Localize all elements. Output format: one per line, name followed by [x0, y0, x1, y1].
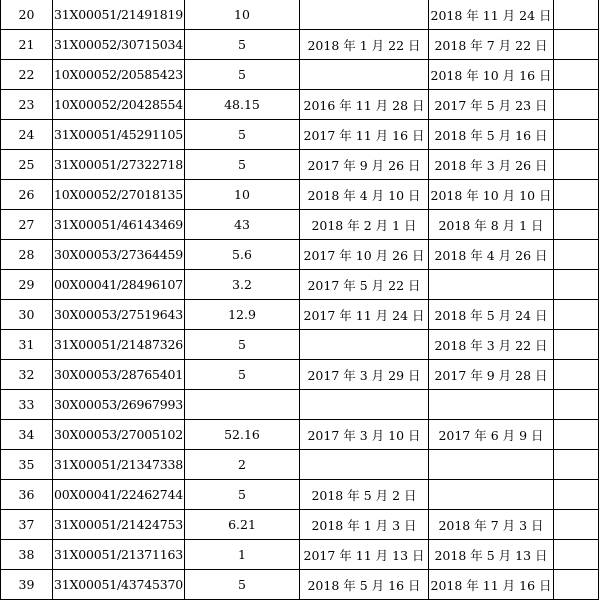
end-date-cell: 2017 年 6 月 9 日 — [429, 420, 554, 450]
table-row — [1, 150, 599, 180]
row-number-cell: 31 — [1, 330, 53, 360]
start-date-cell: 2017 年 9 月 26 日 — [300, 150, 429, 180]
table-row — [1, 0, 599, 30]
row-number-cell: 30 — [1, 300, 53, 330]
table-row — [1, 510, 599, 540]
row-number-cell: 33 — [1, 390, 53, 420]
amount-cell — [185, 390, 300, 420]
end-date-cell: 2018 年 10 月 10 日 — [429, 180, 554, 210]
end-date-cell: 2018 年 3 月 22 日 — [429, 330, 554, 360]
account-code-cell: 31X00051/21424753 — [53, 510, 185, 540]
start-date-cell: 2018 年 2 月 1 日 — [300, 210, 429, 240]
account-code-cell: 31X00051/27322718 — [53, 150, 185, 180]
end-date-cell — [429, 270, 554, 300]
account-code-cell: 00X00041/22462744 — [53, 480, 185, 510]
end-date-cell — [429, 390, 554, 420]
table-row — [1, 60, 599, 90]
row-number-cell: 29 — [1, 270, 53, 300]
row-number-cell: 35 — [1, 450, 53, 480]
start-date-cell: 2018 年 1 月 22 日 — [300, 30, 429, 60]
account-code-cell: 31X00051/21491819 — [53, 0, 185, 30]
end-date-cell — [429, 480, 554, 510]
table-row — [1, 330, 599, 360]
start-date-cell: 2017 年 5 月 22 日 — [300, 270, 429, 300]
table-row — [1, 210, 599, 240]
row-number-cell: 39 — [1, 570, 53, 600]
end-date-cell: 2018 年 7 月 3 日 — [429, 510, 554, 540]
blank-cell — [554, 330, 599, 360]
blank-cell — [554, 480, 599, 510]
blank-cell — [554, 240, 599, 270]
row-number-cell: 23 — [1, 90, 53, 120]
amount-cell: 10 — [185, 180, 300, 210]
start-date-cell — [300, 0, 429, 30]
start-date-cell — [300, 390, 429, 420]
account-code-cell: 30X00053/27519643 — [53, 300, 185, 330]
table-row — [1, 300, 599, 330]
start-date-cell: 2018 年 4 月 10 日 — [300, 180, 429, 210]
table-row — [1, 360, 599, 390]
end-date-cell: 2018 年 3 月 26 日 — [429, 150, 554, 180]
row-number-cell: 20 — [1, 0, 53, 30]
blank-cell — [554, 300, 599, 330]
account-code-cell: 31X00051/21347338 — [53, 450, 185, 480]
row-number-cell: 21 — [1, 30, 53, 60]
end-date-cell: 2017 年 9 月 28 日 — [429, 360, 554, 390]
amount-cell: 5.6 — [185, 240, 300, 270]
start-date-cell: 2017 年 3 月 29 日 — [300, 360, 429, 390]
account-code-cell: 31X00051/21487326 — [53, 330, 185, 360]
start-date-cell: 2018 年 5 月 16 日 — [300, 570, 429, 600]
end-date-cell: 2018 年 4 月 26 日 — [429, 240, 554, 270]
start-date-cell: 2018 年 1 月 3 日 — [300, 510, 429, 540]
table-row — [1, 240, 599, 270]
amount-cell: 10 — [185, 0, 300, 30]
row-number-cell: 38 — [1, 540, 53, 570]
row-number-cell: 28 — [1, 240, 53, 270]
row-number-cell: 22 — [1, 60, 53, 90]
row-number-cell: 32 — [1, 360, 53, 390]
start-date-cell: 2017 年 11 月 24 日 — [300, 300, 429, 330]
end-date-cell: 2018 年 5 月 16 日 — [429, 120, 554, 150]
blank-cell — [554, 360, 599, 390]
account-code-cell: 10X00052/27018135 — [53, 180, 185, 210]
amount-cell: 48.15 — [185, 90, 300, 120]
amount-cell: 5 — [185, 330, 300, 360]
table-row — [1, 180, 599, 210]
account-code-cell: 30X00053/28765401 — [53, 360, 185, 390]
account-code-cell: 30X00053/27364459 — [53, 240, 185, 270]
amount-cell: 5 — [185, 60, 300, 90]
row-number-cell: 26 — [1, 180, 53, 210]
amount-cell: 12.9 — [185, 300, 300, 330]
start-date-cell — [300, 60, 429, 90]
blank-cell — [554, 570, 599, 600]
start-date-cell — [300, 330, 429, 360]
table-row — [1, 570, 599, 600]
table-row — [1, 120, 599, 150]
row-number-cell: 34 — [1, 420, 53, 450]
blank-cell — [554, 90, 599, 120]
account-code-cell: 30X00053/26967993 — [53, 390, 185, 420]
account-code-cell: 30X00053/27005102 — [53, 420, 185, 450]
amount-cell: 3.2 — [185, 270, 300, 300]
row-number-cell: 36 — [1, 480, 53, 510]
end-date-cell: 2018 年 7 月 22 日 — [429, 30, 554, 60]
end-date-cell: 2018 年 11 月 24 日 — [429, 0, 554, 30]
account-code-cell: 10X00052/20585423 — [53, 60, 185, 90]
end-date-cell: 2018 年 10 月 16 日 — [429, 60, 554, 90]
start-date-cell: 2017 年 11 月 16 日 — [300, 120, 429, 150]
account-code-cell: 31X00051/43745370 — [53, 570, 185, 600]
start-date-cell: 2017 年 11 月 13 日 — [300, 540, 429, 570]
blank-cell — [554, 450, 599, 480]
start-date-cell: 2017 年 10 月 26 日 — [300, 240, 429, 270]
blank-cell — [554, 30, 599, 60]
table-row — [1, 390, 599, 420]
blank-cell — [554, 270, 599, 300]
table-row — [1, 480, 599, 510]
account-code-cell: 31X00051/45291105 — [53, 120, 185, 150]
start-date-cell: 2017 年 3 月 10 日 — [300, 420, 429, 450]
end-date-cell: 2018 年 8 月 1 日 — [429, 210, 554, 240]
end-date-cell: 2018 年 11 月 16 日 — [429, 570, 554, 600]
end-date-cell: 2017 年 5 月 23 日 — [429, 90, 554, 120]
blank-cell — [554, 420, 599, 450]
end-date-cell: 2018 年 5 月 13 日 — [429, 540, 554, 570]
end-date-cell: 2018 年 5 月 24 日 — [429, 300, 554, 330]
start-date-cell — [300, 450, 429, 480]
amount-cell: 1 — [185, 540, 300, 570]
account-code-cell: 31X00051/21371163 — [53, 540, 185, 570]
row-number-cell: 24 — [1, 120, 53, 150]
account-code-cell: 31X00051/46143469 — [53, 210, 185, 240]
blank-cell — [554, 120, 599, 150]
account-code-cell: 31X00052/30715034 — [53, 30, 185, 60]
amount-cell: 2 — [185, 450, 300, 480]
blank-cell — [554, 180, 599, 210]
table-body — [1, 0, 599, 600]
blank-cell — [554, 60, 599, 90]
row-number-cell: 25 — [1, 150, 53, 180]
blank-cell — [554, 540, 599, 570]
blank-cell — [554, 150, 599, 180]
table-row — [1, 270, 599, 300]
amount-cell: 5 — [185, 150, 300, 180]
blank-cell — [554, 390, 599, 420]
table-row — [1, 420, 599, 450]
start-date-cell: 2018 年 5 月 2 日 — [300, 480, 429, 510]
account-code-cell: 00X00041/28496107 — [53, 270, 185, 300]
row-number-cell: 37 — [1, 510, 53, 540]
amount-cell: 6.21 — [185, 510, 300, 540]
row-number-cell: 27 — [1, 210, 53, 240]
amount-cell: 5 — [185, 30, 300, 60]
amount-cell: 5 — [185, 480, 300, 510]
start-date-cell: 2016 年 11 月 28 日 — [300, 90, 429, 120]
table-row — [1, 30, 599, 60]
blank-cell — [554, 510, 599, 540]
table-row — [1, 450, 599, 480]
end-date-cell — [429, 450, 554, 480]
amount-cell: 52.16 — [185, 420, 300, 450]
account-code-cell: 10X00052/20428554 — [53, 90, 185, 120]
amount-cell: 5 — [185, 360, 300, 390]
blank-cell — [554, 210, 599, 240]
amount-cell: 5 — [185, 120, 300, 150]
table-row — [1, 90, 599, 120]
table-row — [1, 540, 599, 570]
amount-cell: 5 — [185, 570, 300, 600]
blank-cell — [554, 0, 599, 30]
amount-cell: 43 — [185, 210, 300, 240]
